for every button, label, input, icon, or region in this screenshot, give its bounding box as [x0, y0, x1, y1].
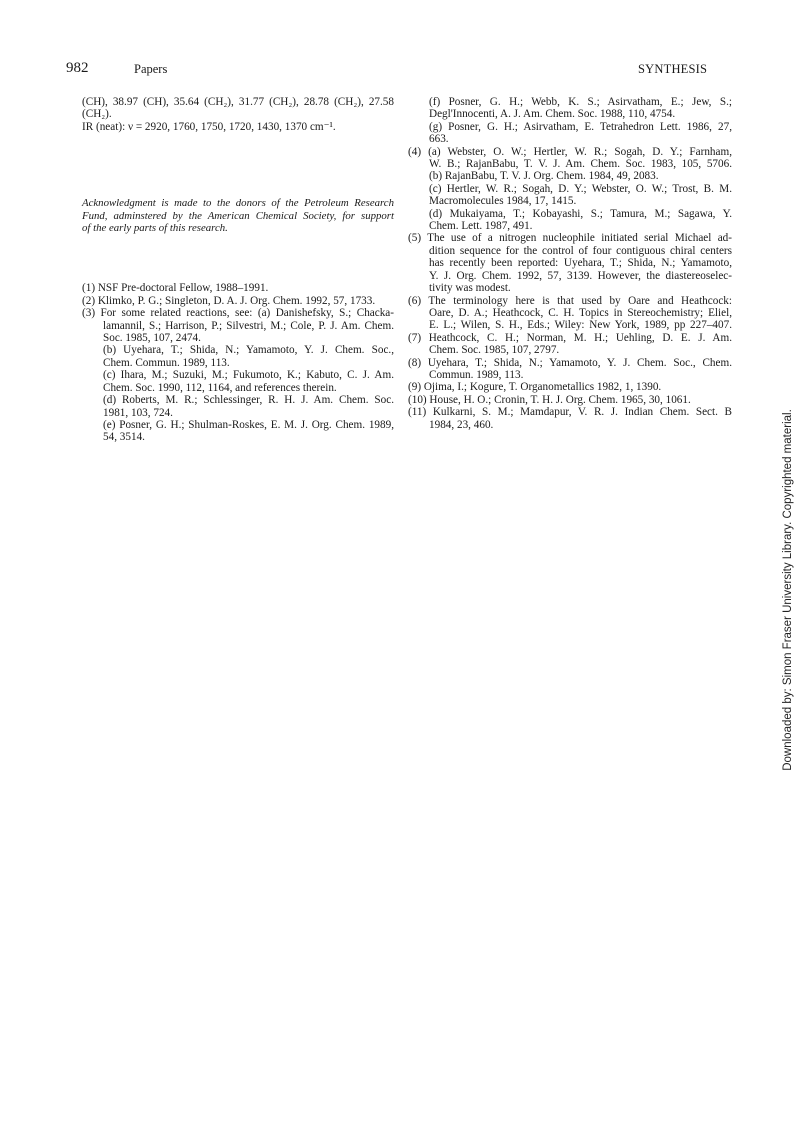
reference-line: (2) Klimko, P. G.; Singleton, D. A. J. Org. Chem. 1992, 57, 1733. [82, 294, 376, 307]
reference-line: (c) Ihara, M.; Suzuki, M.; Fukumoto, K.; Kabuto, C. J. Am. [103, 369, 394, 382]
journal-name: SYNTHESIS [638, 62, 708, 76]
reference-line: E. L.; Wilen, S. H., Eds.; Wiley: New York, 1989, pp 227–407. [429, 319, 732, 332]
reference-line: Chem. Lett. 1987, 491. [429, 220, 533, 233]
right-column [408, 96, 732, 431]
text-line: Fund, adminstered by the American Chemical Society, for support [82, 209, 394, 222]
reference-line: Y. J. Org. Chem. 1992, 57, 3139. However, the diastereoselec- [429, 269, 732, 282]
reference-line: Oare, D. A.; Heathcock, C. H. Topics in Stereochemistry; Eliel, [429, 306, 732, 319]
reference-line: has recently been reported: Uyehara, T.; Shida, N.; Yamamoto, [429, 257, 732, 270]
spectral-data-block [82, 96, 394, 133]
left-column [82, 96, 394, 444]
acknowledgment [82, 197, 394, 234]
references-left [82, 282, 394, 443]
reference-line: W. B.; RajanBabu, T. V. J. Am. Chem. Soc. 1983, 105, 5706. [429, 158, 732, 171]
reference-line: Macromolecules 1984, 17, 1415. [429, 195, 577, 208]
reference-line: (1) NSF Pre-doctoral Fellow, 1988–1991. [82, 282, 269, 295]
reference-line: (b) Uyehara, T.; Shida, N.; Yamamoto, Y. J. Chem. Soc., [103, 344, 394, 357]
reference-line: (9) Ojima, I.; Kogure, T. Organometallics 1982, 1, 1390. [408, 381, 662, 394]
reference-line: 663. [429, 133, 449, 146]
reference-line: Chem. Soc. 1990, 112, 1164, and references therein. [103, 381, 337, 394]
references-right [408, 96, 732, 431]
reference-line: Soc. 1985, 107, 2474. [103, 332, 201, 345]
reference-line: (d) Mukaiyama, T.; Kobayashi, S.; Tamura, M.; Sagawa, Y. [429, 207, 732, 220]
reference-line: dition sequence for the control of four contiguous chiral centers [429, 244, 732, 257]
reference-line: (c) Hertler, W. R.; Sogah, D. Y.; Webster, O. W.; Trost, B. M. [429, 182, 732, 195]
reference-line: lamannil, S.; Harrison, P.; Silvestri, M.; Cole, P. J. Am. Chem. [103, 319, 394, 332]
text-line: Acknowledgment is made to the donors of the Petroleum Research [82, 197, 394, 210]
section-label: Papers [134, 62, 168, 76]
text-line: IR (neat): ν = 2920, 1760, 1750, 1720, 1430, 1370 cm⁻¹. [82, 120, 336, 133]
reference-line: (5) The use of a nitrogen nucleophile initiated serial Michael ad- [408, 232, 732, 245]
reference-line: Chem. Soc. 1985, 107, 2797. [429, 344, 560, 357]
reference-line: (b) RajanBabu, T. V. J. Org. Chem. 1984, 49, 2083. [429, 170, 659, 183]
reference-line: 54, 3514. [103, 431, 145, 444]
reference-line: (e) Posner, G. H.; Shulman-Roskes, E. M. J. Org. Chem. 1989, [103, 418, 394, 431]
page-number: 982 [66, 60, 89, 76]
reference-line: (7) Heathcock, C. H.; Norman, M. H.; Uehling, D. E. J. Am. [408, 331, 732, 344]
reference-line: (g) Posner, G. H.; Asirvatham, E. Tetrahedron Lett. 1986, 27, [429, 120, 732, 133]
reference-line: tivity was modest. [429, 282, 511, 295]
reference-line: (8) Uyehara, T.; Shida, N.; Yamamoto, Y. J. Chem. Soc., Chem. [408, 356, 732, 369]
reference-line: (4) (a) Webster, O. W.; Hertler, W. R.; Sogah, D. Y.; Farnham, [408, 145, 732, 158]
reference-line: (6) The terminology here is that used by Oare and Heathcock: [408, 294, 732, 307]
text-line: of the early parts of this research. [82, 222, 228, 235]
reference-line: 1981, 103, 724. [103, 406, 173, 419]
reference-line: (f) Posner, G. H.; Webb, K. S.; Asirvatham, E.; Jew, S.; [429, 96, 732, 108]
reference-line: (11) Kulkarni, S. M.; Mamdapur, V. R. J. Indian Chem. Sect. B [408, 406, 732, 419]
reference-line: (3) For some related reactions, see: (a) Danishefsky, S.; Chacka- [82, 307, 394, 320]
reference-line: Chem. Commun. 1989, 113. [103, 356, 230, 369]
text-line: (CH), 38.97 (CH), 35.64 (CH₂), 31.77 (CH₂), 28.78 (CH₂), 27.58 [82, 96, 394, 108]
reference-line: (10) House, H. O.; Cronin, T. H. J. Org. Chem. 1965, 30, 1061. [408, 393, 691, 406]
reference-line: (d) Roberts, M. R.; Schlessinger, R. H. J. Am. Chem. Soc. [103, 394, 394, 407]
reference-line: 1984, 23, 460. [429, 418, 494, 431]
reference-line: Commun. 1989, 113. [429, 368, 524, 381]
reference-line: Degl'Innocenti, A. J. Am. Chem. Soc. 1988, 110, 4754. [429, 108, 676, 121]
text-line: (CH₂). [82, 108, 112, 121]
download-watermark: Downloaded by: Simon Fraser University Library. Copyrighted material. [782, 409, 794, 771]
